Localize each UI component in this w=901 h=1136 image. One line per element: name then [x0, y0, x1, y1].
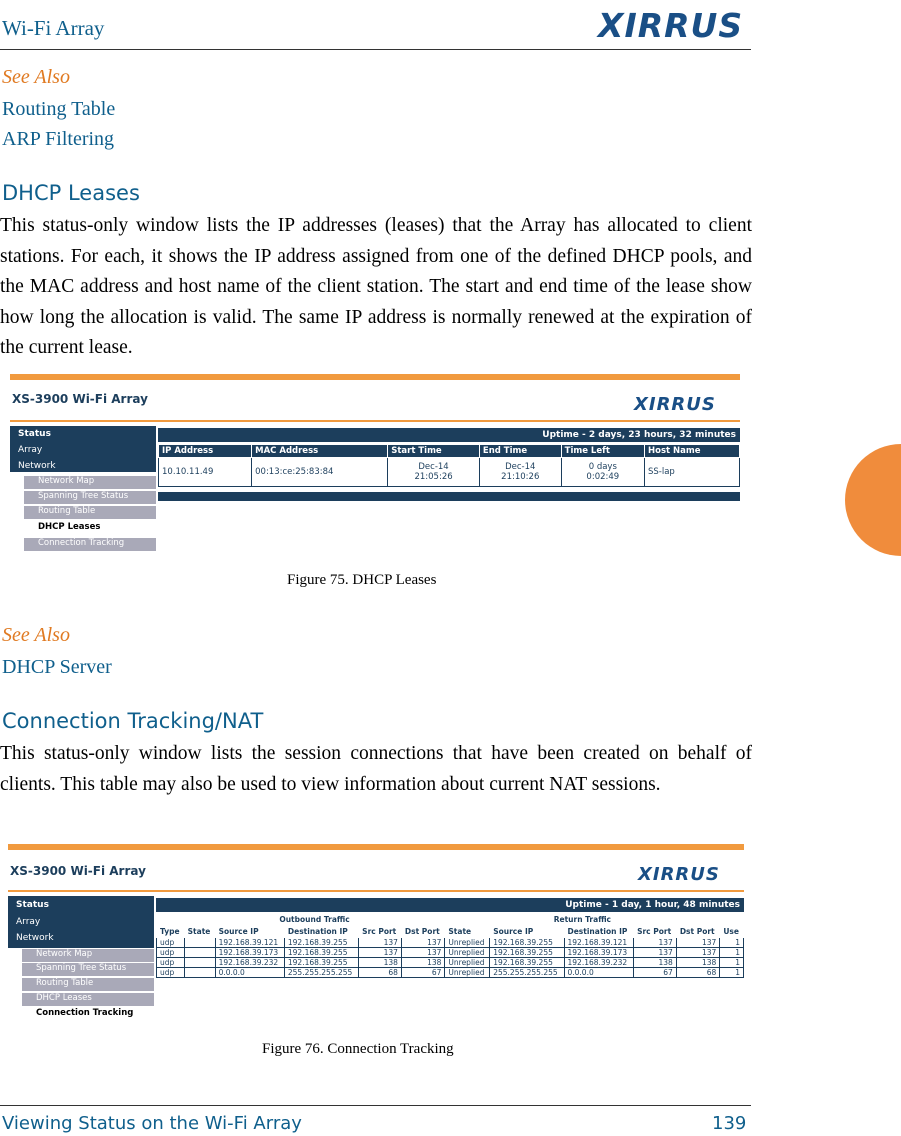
nav-status[interactable]: Status	[16, 900, 49, 910]
figure-76-caption: Figure 76. Connection Tracking	[262, 1041, 454, 1057]
table-cell: 0.0.0.0	[564, 968, 634, 978]
dhcp-leases-table	[158, 444, 740, 487]
table-cell: 192.168.39.255	[490, 958, 564, 968]
table-cell: 192.168.39.255	[490, 948, 564, 958]
link-routing-table[interactable]: Routing Table	[2, 98, 116, 120]
col-end-time: End Time	[479, 445, 561, 458]
col-source-ip: Source IP	[215, 926, 284, 938]
table-cell: udp	[157, 958, 185, 968]
table-cell	[184, 968, 215, 978]
col-start-time: Start Time	[388, 445, 480, 458]
table-row	[157, 968, 744, 978]
dhcp-leases-heading: DHCP Leases	[2, 181, 140, 205]
col-return-source-ip: Source IP	[490, 926, 564, 938]
orange-bar	[8, 844, 744, 850]
table-cell: 137	[676, 938, 720, 948]
group-spacer	[157, 914, 185, 926]
header-rule	[0, 49, 751, 50]
col-return-src-port: Src Port	[634, 926, 677, 938]
table-cell: 192.168.39.121	[564, 938, 634, 948]
window-title: XS-3900 Wi-Fi Array	[12, 392, 148, 406]
col-src-port: Src Port	[359, 926, 402, 938]
table-body	[157, 938, 744, 978]
cell-end	[479, 458, 561, 487]
table-header-row	[159, 445, 740, 458]
col-host-name: Host Name	[645, 445, 740, 458]
table-cell: 138	[401, 958, 445, 968]
table-cell: 255.255.255.255	[490, 968, 564, 978]
col-type: Type	[157, 926, 185, 938]
table-cell: 192.168.39.255	[284, 958, 358, 968]
table-cell: 192.168.39.255	[284, 938, 358, 948]
orange-rule	[8, 890, 744, 892]
xirrus-logo: XIRRUS	[634, 394, 716, 415]
table-cell: 67	[634, 968, 677, 978]
col-time-left: Time Left	[561, 445, 644, 458]
table-cell: 0.0.0.0	[215, 968, 284, 978]
table-cell: 192.168.39.255	[284, 948, 358, 958]
connection-tracking-table	[156, 914, 744, 978]
nav-network-map[interactable]: Network Map	[24, 476, 156, 489]
table-row	[157, 948, 744, 958]
see-also-heading-2: See Also	[2, 624, 70, 646]
nav-connection-tracking[interactable]: Connection Tracking	[22, 1008, 154, 1021]
cell-start-date: Dec-14	[418, 462, 449, 472]
window-title: XS-3900 Wi-Fi Array	[10, 864, 146, 878]
table-cell: 1	[720, 958, 744, 968]
page-number: 139	[712, 1113, 747, 1134]
nav-spanning-tree[interactable]: Spanning Tree Status	[24, 491, 156, 504]
col-mac-address: MAC Address	[252, 445, 388, 458]
nav-network-map[interactable]: Network Map	[22, 949, 154, 962]
connection-tracking-body: This status-only window lists the session connections that have been created on behalf of clients. This table may also be used to view information about current NAT sessions.	[0, 743, 752, 795]
table-cell: 137	[359, 948, 402, 958]
table-row	[159, 458, 740, 487]
table-cell: 138	[676, 958, 720, 968]
dhcp-leases-screenshot	[10, 374, 740, 552]
table-cell: 68	[676, 968, 720, 978]
cell-left-time: 0:02:49	[586, 472, 620, 482]
link-dhcp-server[interactable]: DHCP Server	[2, 656, 112, 678]
cell-end-date: Dec-14	[505, 462, 536, 472]
link-arp-filtering[interactable]: ARP Filtering	[2, 128, 115, 150]
nav-spanning-tree[interactable]: Spanning Tree Status	[22, 963, 154, 976]
cell-ip: 10.10.11.49	[159, 458, 252, 487]
table-cell: 192.168.39.121	[215, 938, 284, 948]
table-cell: 1	[720, 938, 744, 948]
table-cell: 137	[401, 938, 445, 948]
table-cell: Unreplied	[445, 958, 490, 968]
xirrus-logo: XIRRUS	[598, 6, 744, 45]
footer-section-title: Viewing Status on the Wi-Fi Array	[2, 1113, 302, 1134]
nav-array[interactable]: Array	[16, 917, 41, 927]
col-state: State	[184, 926, 215, 938]
table-row	[157, 958, 744, 968]
table-cell: 137	[401, 948, 445, 958]
nav-array[interactable]: Array	[18, 445, 43, 455]
table-cell: 137	[634, 948, 677, 958]
table-cell: 138	[359, 958, 402, 968]
nav-status[interactable]: Status	[18, 429, 51, 439]
table-header-row	[157, 926, 744, 938]
nav-dhcp-leases[interactable]: DHCP Leases	[22, 993, 154, 1006]
table-cell: 137	[634, 938, 677, 948]
table-cell: Unreplied	[445, 938, 490, 948]
nav-dhcp-leases[interactable]: DHCP Leases	[24, 522, 156, 535]
table-cell: 192.168.39.232	[215, 958, 284, 968]
table-cell	[184, 958, 215, 968]
nav-network[interactable]: Network	[16, 933, 54, 943]
table-cell: 192.168.39.173	[564, 948, 634, 958]
table-footer-bar	[158, 492, 740, 501]
table-cell: 68	[359, 968, 402, 978]
orange-rule	[10, 420, 740, 422]
uptime-bar: Uptime - 2 days, 23 hours, 32 minutes	[158, 428, 740, 442]
group-return: Return Traffic	[445, 914, 720, 926]
connection-tracking-screenshot	[8, 844, 744, 1022]
table-cell: 67	[401, 968, 445, 978]
col-ip-address: IP Address	[159, 445, 252, 458]
cell-host: SS-lap	[645, 458, 740, 487]
cell-left	[561, 458, 644, 487]
figure-75-caption: Figure 75. DHCP Leases	[287, 572, 437, 588]
table-cell: 255.255.255.255	[284, 968, 358, 978]
table-cell: 192.168.39.173	[215, 948, 284, 958]
chapter-tab-circle	[845, 444, 901, 556]
table-group-row	[157, 914, 744, 926]
table-cell: 1	[720, 968, 744, 978]
xirrus-logo: XIRRUS	[638, 864, 720, 885]
running-header-title: Wi-Fi Array	[2, 16, 105, 40]
table-cell: 192.168.39.232	[564, 958, 634, 968]
group-outbound: Outbound Traffic	[184, 914, 445, 926]
group-spacer	[720, 914, 744, 926]
footer-rule	[0, 1105, 751, 1106]
table-cell: Unreplied	[445, 968, 490, 978]
table-cell: 138	[634, 958, 677, 968]
cell-left-days: 0 days	[588, 462, 617, 472]
connection-tracking-heading: Connection Tracking/NAT	[2, 709, 264, 733]
col-use: Use	[720, 926, 744, 938]
table-cell	[184, 948, 215, 958]
table-cell: 192.168.39.255	[490, 938, 564, 948]
cell-end-time: 21:10:26	[501, 472, 540, 482]
nav-connection-tracking[interactable]: Connection Tracking	[24, 538, 156, 551]
dhcp-leases-body: This status-only window lists the IP addresses (leases) that the Array has allocated to client stations. For each, it shows the IP address assigned from one of the defined DHCP pools, and the MAC address and host name of the client station. The start and end time of the lease show how long the allocation is valid. The same IP address is normally renewed at the expiration of the current lease.	[0, 215, 752, 358]
cell-start-time: 21:05:26	[414, 472, 453, 482]
uptime-bar: Uptime - 1 day, 1 hour, 48 minutes	[156, 898, 744, 912]
orange-bar	[10, 374, 740, 380]
table-cell	[184, 938, 215, 948]
table-cell: 137	[359, 938, 402, 948]
col-dst-port: Dst Port	[401, 926, 445, 938]
cell-start	[388, 458, 480, 487]
table-cell: Unreplied	[445, 948, 490, 958]
col-return-state: State	[445, 926, 490, 938]
nav-network[interactable]: Network	[18, 461, 56, 471]
table-cell: 1	[720, 948, 744, 958]
table-cell: udp	[157, 948, 185, 958]
table-cell: udp	[157, 968, 185, 978]
col-return-destination-ip: Destination IP	[564, 926, 634, 938]
table-row	[157, 938, 744, 948]
table-cell: 137	[676, 948, 720, 958]
cell-mac: 00:13:ce:25:83:84	[252, 458, 388, 487]
col-destination-ip: Destination IP	[284, 926, 358, 938]
col-return-dst-port: Dst Port	[676, 926, 720, 938]
see-also-heading: See Also	[2, 66, 70, 88]
nav-routing-table[interactable]: Routing Table	[24, 506, 156, 519]
table-cell: udp	[157, 938, 185, 948]
nav-routing-table[interactable]: Routing Table	[22, 978, 154, 991]
